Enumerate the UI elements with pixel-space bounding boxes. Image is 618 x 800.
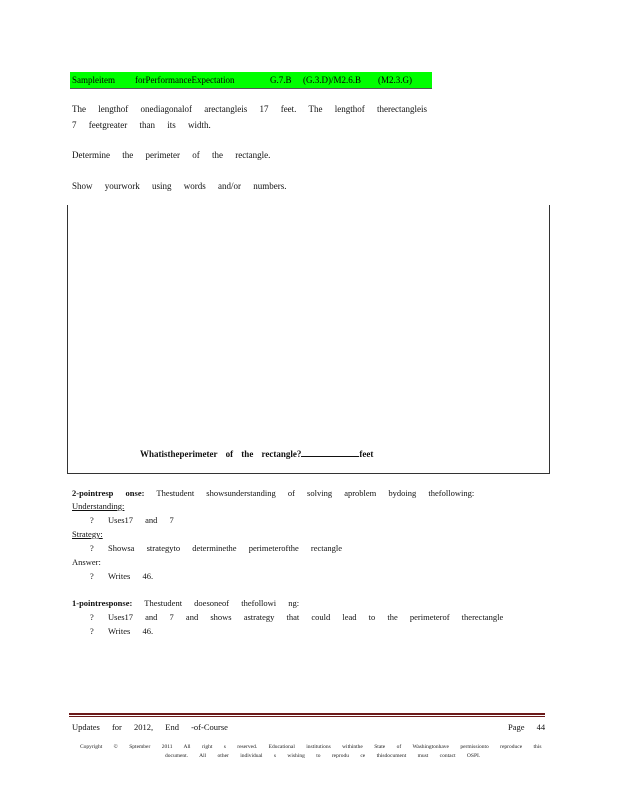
two-point-heading: [72, 488, 474, 498]
understanding-item: Uses17 and 7: [108, 515, 174, 525]
bullet-icon: ?: [90, 612, 94, 622]
answer-prompt: [140, 448, 373, 459]
answer-blank[interactable]: [301, 448, 359, 457]
strategy-label: Strategy:: [72, 529, 103, 539]
one-point-title: 1-pointresponse:: [72, 598, 133, 608]
answer-label: Answer:: [72, 557, 101, 567]
footer-left: Updates for 2012, End -of-Course: [72, 722, 228, 732]
code-tertiary: (M2.3.G): [378, 75, 412, 85]
footer-rule-thin: [69, 716, 545, 717]
one-point-item-1: Uses17 and 7 and shows astrategy that could lead to the perimeterof therectangle: [108, 612, 504, 622]
one-point-heading: [72, 598, 299, 608]
bullet-icon: ?: [90, 543, 94, 553]
two-point-title: 2-pointresp onse:: [72, 488, 145, 498]
instruction-text: Determine the perimeter of the rectangle.: [72, 150, 271, 160]
performance-label: forPerformanceExpectation: [135, 75, 235, 85]
item-header: [70, 72, 432, 89]
bullet-icon: ?: [90, 515, 94, 525]
page-number: Page 44: [508, 722, 546, 732]
one-point-desc: Thestudent doesoneof thefollowi ng:: [144, 598, 300, 608]
understanding-label: Understanding:: [72, 501, 125, 511]
strategy-item: Showsa strategyto determinethe perimeterofthe rectangle: [108, 543, 343, 553]
problem-line-2: 7 feetgreater than its width.: [72, 120, 211, 130]
answer-item: Writes 46.: [108, 571, 154, 581]
sample-item-label: Sampleitem: [72, 75, 115, 85]
one-point-item-2: Writes 46.: [108, 626, 154, 636]
copyright-line-1: Copyright © Sptember 2011 All right s reserved. Educational institutions withinthe State of Washingtonhave permissionto reproduce this: [80, 744, 542, 750]
bullet-icon: ?: [90, 571, 94, 581]
answer-question: Whatistheperimeter of the rectangle?: [140, 449, 302, 459]
code-secondary: (G.3.D)/M2.6.B: [303, 75, 361, 85]
two-point-desc: Thestudent showsunderstanding of solving aproblem bydoing thefollowing:: [156, 488, 475, 498]
problem-line-1: The lengthof onediagonalof arectangleis 17 feet. The lengthof therectangleis: [72, 104, 427, 114]
work-area[interactable]: [67, 205, 550, 474]
copyright-line-2: document. All other individual s wishing to reprodu ce thisdocument must contact OSPI.: [165, 753, 481, 759]
show-work-text: Show yourwork using words and/or numbers.: [72, 181, 287, 191]
answer-unit: feet: [359, 449, 374, 459]
bullet-icon: ?: [90, 626, 94, 636]
footer-rule-thick: [69, 713, 545, 715]
code-primary: G.7.B: [270, 75, 292, 85]
